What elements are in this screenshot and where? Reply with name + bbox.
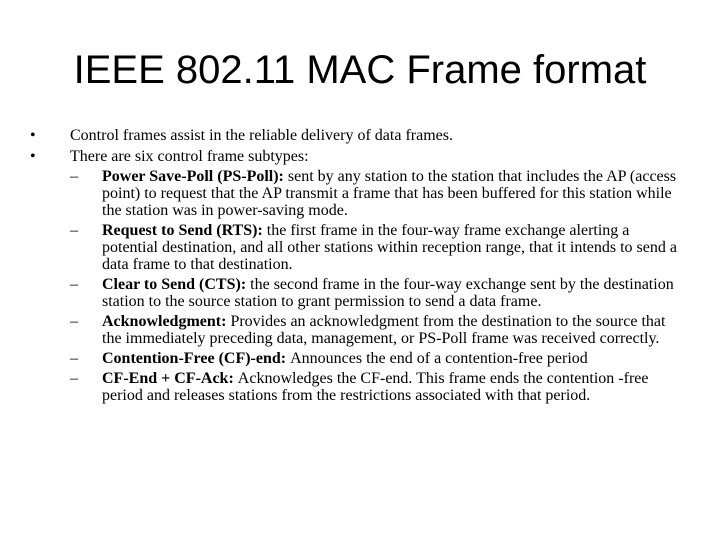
subtype-term: CF-End + CF-Ack: — [102, 370, 238, 387]
dash-marker: – — [70, 276, 78, 293]
slide-title: IEEE 802.11 MAC Frame format — [73, 48, 647, 92]
subtype-item-cf-end-ack — [30, 370, 685, 404]
subtype-term: Acknowledgment: — [102, 313, 231, 330]
dash-marker: – — [70, 222, 78, 239]
subtype-item-ps-poll — [30, 168, 685, 219]
subtype-description: sent by any station to the station that includes the AP (access point) to request that the AP transmit a frame that has been buffered for this station while the station was in power-saving mode. — [102, 168, 677, 219]
subtype-description: the first frame in the four-way frame exchange alerting a potential destination, and all other stations within reception range, that it intends to send a data frame to that destination. — [102, 222, 677, 273]
subtype-term: Clear to Send (CTS): — [102, 276, 251, 293]
bullet-marker: • — [30, 127, 36, 144]
subtype-term: Power Save-Poll (PS-Poll): — [102, 168, 288, 185]
slide-body — [30, 126, 685, 407]
subtype-description: Announces the end of a contention-free period — [290, 350, 588, 367]
dash-marker: – — [70, 350, 78, 367]
bullet-marker: • — [30, 148, 36, 165]
bullet-item — [30, 126, 685, 145]
bullet-item — [30, 147, 685, 166]
subtype-item-rts — [30, 222, 685, 273]
subtype-item-cf-end — [30, 350, 685, 367]
subtype-description: Provides an acknowledgment from the destination to the source that the immediately preceding data, management, or PS-Poll frame was received correctly. — [102, 313, 666, 347]
subtype-term: Contention-Free (CF)-end: — [102, 350, 291, 367]
subtype-description: Acknowledges the CF-end. This frame ends the contention -free period and releases stations from the restrictions associated with that period. — [102, 370, 649, 404]
dash-marker: – — [70, 370, 78, 387]
subtype-term: Request to Send (RTS): — [102, 222, 267, 239]
subtype-list — [30, 168, 685, 404]
subtype-item-cts — [30, 276, 685, 310]
subtype-description: the second frame in the four-way exchange sent by the destination station to the source station to grant permission to send a data frame. — [102, 276, 674, 310]
subtype-item-ack — [30, 313, 685, 347]
bullet-text: There are six control frame subtypes: — [70, 148, 309, 165]
dash-marker: – — [70, 168, 78, 185]
bullet-text: Control frames assist in the reliable delivery of data frames. — [70, 127, 453, 144]
dash-marker: – — [70, 313, 78, 330]
